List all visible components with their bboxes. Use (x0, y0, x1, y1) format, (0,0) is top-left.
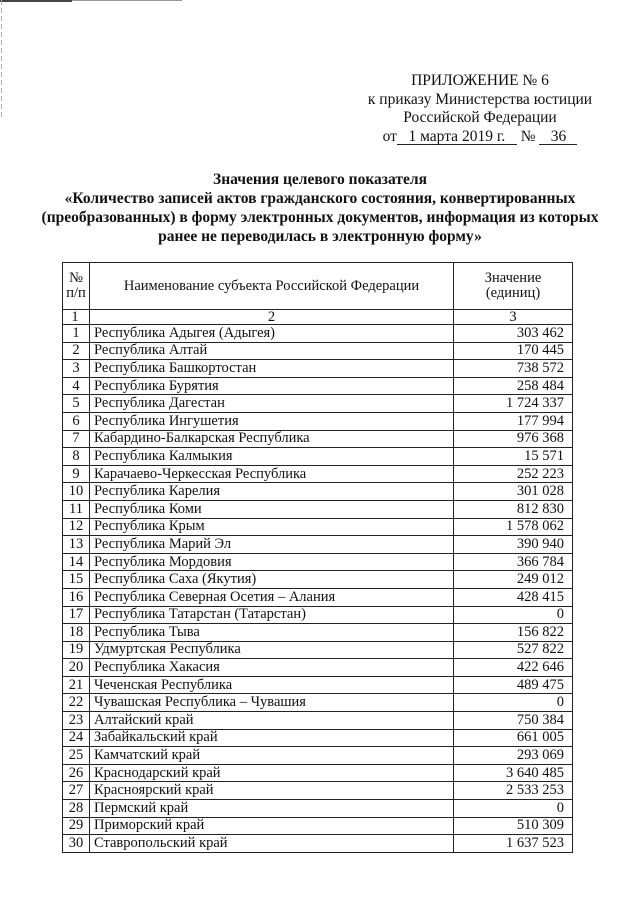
number-prefix: № (520, 127, 536, 145)
table-row (63, 430, 573, 448)
row-number: 30 (63, 835, 90, 853)
order-date: 1 марта 2019 г. (397, 129, 517, 145)
table-row (63, 483, 573, 501)
region-value: 976 368 (454, 430, 573, 448)
appendix-federation: Российской Федерации (403, 109, 557, 126)
row-number: 28 (63, 800, 90, 818)
row-number: 7 (63, 430, 90, 448)
region-name: Приморский край (90, 817, 454, 835)
region-value: 303 462 (454, 325, 573, 343)
row-number: 16 (63, 588, 90, 606)
region-name: Забайкальский край (90, 729, 454, 747)
region-name: Пермский край (90, 800, 454, 818)
row-number: 27 (63, 782, 90, 800)
region-name: Республика Саха (Якутия) (90, 571, 454, 589)
row-number: 1 (63, 325, 90, 343)
table-row (63, 377, 573, 395)
header-value: Значение (единиц) (454, 263, 573, 310)
region-value: 301 028 (454, 483, 573, 501)
row-number: 26 (63, 764, 90, 782)
row-number: 10 (63, 483, 90, 501)
row-number: 23 (63, 712, 90, 730)
table-row (63, 747, 573, 765)
table-row (63, 412, 573, 430)
column-number: 2 (90, 310, 454, 325)
row-number: 24 (63, 729, 90, 747)
table-row (63, 764, 573, 782)
region-value: 3 640 485 (454, 764, 573, 782)
region-value: 422 646 (454, 659, 573, 677)
title-line-2: «Количество записей актов гражданского состояния, конвертированных (64, 190, 576, 207)
document-title (40, 170, 600, 246)
region-name: Республика Марий Эл (90, 536, 454, 554)
row-number: 11 (63, 500, 90, 518)
date-prefix: от (382, 127, 397, 145)
region-name: Республика Крым (90, 518, 454, 536)
table-row (63, 676, 573, 694)
region-name: Кабардино-Балкарская Республика (90, 430, 454, 448)
region-name: Республика Мордовия (90, 553, 454, 571)
table-row (63, 536, 573, 554)
table-row (63, 342, 573, 360)
region-value: 738 572 (454, 360, 573, 378)
scan-edge-left (1, 0, 2, 120)
region-value: 0 (454, 800, 573, 818)
region-value: 177 994 (454, 412, 573, 430)
table-row (63, 624, 573, 642)
table-row (63, 782, 573, 800)
row-number: 20 (63, 659, 90, 677)
region-name: Удмуртская Республика (90, 641, 454, 659)
region-value: 510 309 (454, 817, 573, 835)
region-name: Республика Бурятия (90, 377, 454, 395)
row-number: 25 (63, 747, 90, 765)
table-row (63, 360, 573, 378)
indicator-table (62, 262, 573, 853)
table-row (63, 800, 573, 818)
row-number: 2 (63, 342, 90, 360)
region-name: Красноярский край (90, 782, 454, 800)
region-value: 170 445 (454, 342, 573, 360)
region-name: Республика Ингушетия (90, 412, 454, 430)
appendix-title: ПРИЛОЖЕНИЕ № 6 (411, 72, 549, 89)
row-number: 3 (63, 360, 90, 378)
table-row (63, 448, 573, 466)
region-value: 0 (454, 694, 573, 712)
region-name: Республика Алтай (90, 342, 454, 360)
region-name: Республика Башкортостан (90, 360, 454, 378)
table-row (63, 553, 573, 571)
region-value: 661 005 (454, 729, 573, 747)
region-name: Республика Северная Осетия – Алания (90, 588, 454, 606)
table-row (63, 500, 573, 518)
region-name: Республика Хакасия (90, 659, 454, 677)
region-name: Краснодарский край (90, 764, 454, 782)
region-name: Ставропольский край (90, 835, 454, 853)
appendix-order-ref: к приказу Министерства юстиции (367, 90, 593, 108)
table-row (63, 641, 573, 659)
region-value: 258 484 (454, 377, 573, 395)
region-value: 527 822 (454, 641, 573, 659)
region-value: 489 475 (454, 676, 573, 694)
row-number: 12 (63, 518, 90, 536)
table-row (63, 817, 573, 835)
region-name: Республика Адыгея (Адыгея) (90, 325, 454, 343)
table-row (63, 571, 573, 589)
region-value: 15 571 (454, 448, 573, 466)
row-number: 22 (63, 694, 90, 712)
region-name: Чувашская Республика – Чувашия (90, 694, 454, 712)
row-number: 4 (63, 377, 90, 395)
order-number: 36 (539, 129, 577, 145)
row-number: 14 (63, 553, 90, 571)
table-row (63, 659, 573, 677)
region-name: Республика Тыва (90, 624, 454, 642)
region-name: Республика Татарстан (Татарстан) (90, 606, 454, 624)
region-name: Камчатский край (90, 747, 454, 765)
region-value: 156 822 (454, 624, 573, 642)
row-number: 29 (63, 817, 90, 835)
appendix-header (360, 72, 600, 146)
region-name: Карачаево-Черкесская Республика (90, 465, 454, 483)
header-num: № п/п (63, 263, 90, 310)
row-number: 21 (63, 676, 90, 694)
row-number: 13 (63, 536, 90, 554)
row-number: 19 (63, 641, 90, 659)
region-value: 1 637 523 (454, 835, 573, 853)
table-row (63, 465, 573, 483)
table-header-row (63, 263, 573, 310)
region-name: Республика Карелия (90, 483, 454, 501)
row-number: 6 (63, 412, 90, 430)
row-number: 15 (63, 571, 90, 589)
region-value: 2 533 253 (454, 782, 573, 800)
table-row (63, 835, 573, 853)
scan-edge-top-light (72, 0, 182, 1)
table-row (63, 694, 573, 712)
row-number: 5 (63, 395, 90, 413)
region-name: Республика Дагестан (90, 395, 454, 413)
table-row (63, 518, 573, 536)
row-number: 8 (63, 448, 90, 466)
region-value: 366 784 (454, 553, 573, 571)
scan-edge-top (0, 0, 72, 2)
table-row (63, 588, 573, 606)
column-number: 3 (454, 310, 573, 325)
region-value: 750 384 (454, 712, 573, 730)
appendix-date-line (360, 128, 600, 147)
title-line-3: (преобразованных) в форму электронных документов, информация из которых (41, 209, 599, 226)
column-number-row (63, 310, 573, 325)
region-name: Алтайский край (90, 712, 454, 730)
table-row (63, 395, 573, 413)
region-value: 249 012 (454, 571, 573, 589)
region-value: 390 940 (454, 536, 573, 554)
table-row (63, 729, 573, 747)
title-line-1: Значения целевого показателя (213, 171, 427, 188)
region-value: 812 830 (454, 500, 573, 518)
table-row (63, 712, 573, 730)
region-value: 1 578 062 (454, 518, 573, 536)
region-value: 0 (454, 606, 573, 624)
region-name: Чеченская Республика (90, 676, 454, 694)
column-number: 1 (63, 310, 90, 325)
region-name: Республика Калмыкия (90, 448, 454, 466)
row-number: 18 (63, 624, 90, 642)
row-number: 17 (63, 606, 90, 624)
title-line-4: ранее не переводилась в электронную форму» (158, 228, 482, 245)
table-row (63, 606, 573, 624)
region-value: 252 223 (454, 465, 573, 483)
header-name: Наименование субъекта Российской Федерации (90, 263, 454, 310)
row-number: 9 (63, 465, 90, 483)
region-value: 428 415 (454, 588, 573, 606)
table-row (63, 325, 573, 343)
region-value: 1 724 337 (454, 395, 573, 413)
region-name: Республика Коми (90, 500, 454, 518)
region-value: 293 069 (454, 747, 573, 765)
